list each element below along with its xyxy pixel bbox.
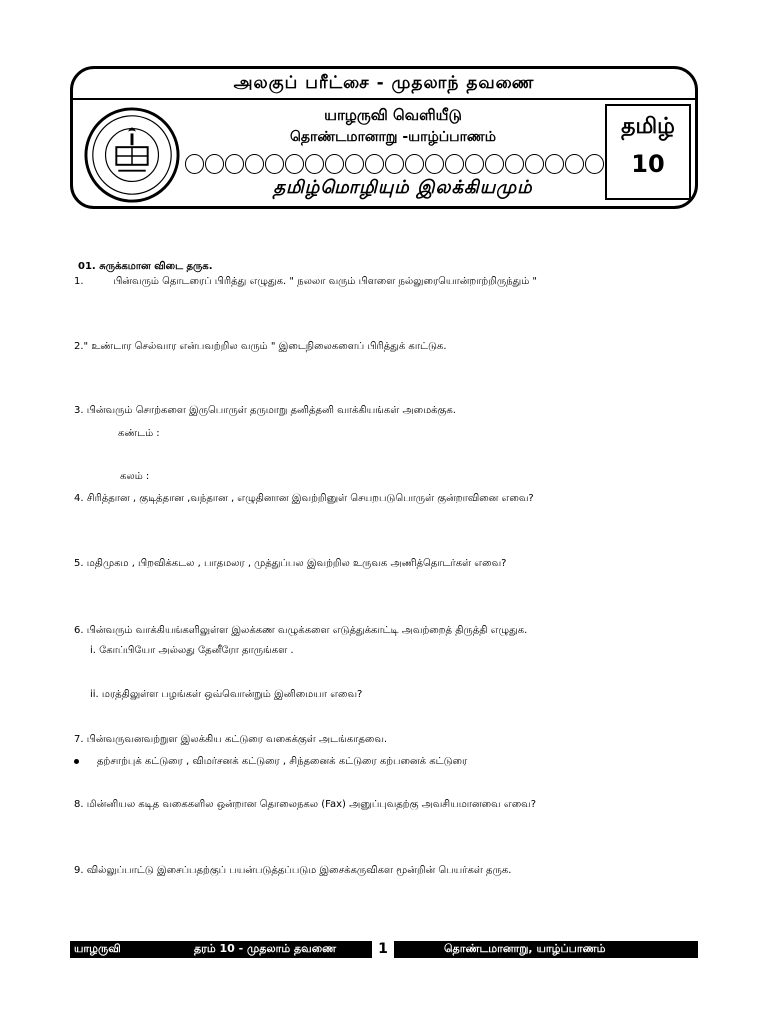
question-number: 4.: [74, 493, 84, 504]
question-7: [74, 733, 387, 747]
question-number: 5.: [74, 558, 84, 569]
question-number: 6.: [74, 625, 84, 636]
q6-item-1: i. கோப்பியோ அல்லது தேனீரோ தாருங்கள .: [90, 645, 294, 656]
publisher-block: [193, 104, 593, 148]
question-text: மின்னியல கடித வகைகளில ஒன்றான தொலைநகல (Fax) அனுப்புவதற்கு அவசியமானவை எவை?: [86, 799, 537, 810]
subject-title: தமிழ்மொழியும் இலக்கியமும்: [273, 177, 533, 198]
decorative-circle: [425, 154, 444, 174]
decorative-circle: [185, 154, 204, 174]
decorative-circle: [225, 154, 244, 174]
grade-label: 10: [631, 150, 665, 178]
question-1: [74, 275, 537, 289]
decorative-circle: [245, 154, 264, 174]
decorative-circle: [465, 154, 484, 174]
decorative-circle: [385, 154, 404, 174]
q7-bullet-item: [74, 756, 467, 768]
decorative-circle: [445, 154, 464, 174]
question-number: 8.: [74, 799, 84, 810]
question-text: பின்வருவனவற்றுள இலக்கிய கட்டுரை வகைக்குள் அடங்காதவை.: [86, 734, 388, 745]
decorative-circle: [505, 154, 524, 174]
exam-title: அலகுப் பரீட்சை - முதலாந் தவணை: [73, 69, 695, 100]
q6-item-2: ii. மரத்திலுள்ள பழங்கள் ஒவ்வொன்றும் இனிமையா எவை?: [90, 689, 363, 700]
subject-label: தமிழ்: [621, 114, 675, 139]
page-footer: [70, 941, 698, 958]
footer-left: யாழருவி: [74, 942, 121, 955]
decorative-circle: [545, 154, 564, 174]
question-number: 3.: [74, 405, 84, 416]
question-text: பின்வரும் வாக்கியங்களிலுள்ள இலக்கண வழுக்களை எடுத்துக்காட்டி அவற்றைத் திருத்தி எழுதுக.: [86, 625, 528, 636]
question-text: மதிமுகம , பிறவிக்கடல , பாதமலர , முத்துப்பல இவற்றில உருவக அணித்தொடர்கள் எவை?: [86, 558, 507, 569]
question-number: 2.: [74, 341, 84, 352]
decorative-circle: [405, 154, 424, 174]
question-text: வில்லுப்பாட்டு இசைப்பதற்குப் பயன்படுத்தப்படும இசைக்கருவிகள மூன்றின் பெயர்கள் தருக.: [86, 865, 512, 876]
publisher-name: யாழருவி வெளியீடு: [324, 106, 462, 124]
footer-right: தொண்டமானாறு, யாழ்ப்பாணம்: [444, 942, 606, 955]
publisher-seal-logo: [83, 106, 181, 204]
question-8: [74, 798, 536, 812]
question-5: [74, 557, 506, 571]
q7-item-text: தற்சாற்புக் கட்டுரை , விமர்சனக் கட்டுரை , சிந்தனைக் கட்டுரை கற்பனைக் கட்டுரை: [97, 756, 468, 767]
decorative-circle: [345, 154, 364, 174]
bullet-icon: [74, 759, 79, 764]
q3-item-1: கண்டம் :: [118, 428, 160, 439]
footer-center: தரம் 10 - முதலாம் தவணை: [194, 942, 337, 955]
decorative-circle: [325, 154, 344, 174]
decorative-circle: [265, 154, 284, 174]
decorative-circle: [305, 154, 324, 174]
question-text: பின்வரும் தொடரைப் பிரித்து எழுதுக. " நலலா வரும் பிளளை நல்லுரையொன்றாற்றிருந்தும் ": [113, 276, 538, 287]
decorative-circle: [565, 154, 584, 174]
question-text: " உண்டார செல்வார என்பவற்றில வரும் " இடைநிலைகளைப் பிரித்துக் காட்டுக.: [83, 341, 447, 352]
question-2: [74, 340, 447, 354]
page-number: 1: [372, 939, 394, 960]
decorative-circle: [485, 154, 504, 174]
question-text: பின்வரும் சொற்களை இருபொருள் தருமாறு தனித்தனி வாக்கியங்கள் அமைக்குக.: [86, 405, 456, 416]
header-box: [70, 66, 698, 209]
question-6: [74, 624, 527, 638]
decorative-circle-row: [185, 154, 605, 176]
decorative-circle: [205, 154, 224, 174]
decorative-circle: [585, 154, 604, 174]
q3-item-2: கலம் :: [120, 471, 150, 482]
question-number: 1.: [74, 276, 84, 287]
section-heading: 01. சுருக்கமான விடை தருக.: [78, 261, 213, 272]
decorative-circle: [525, 154, 544, 174]
question-9: [74, 864, 511, 878]
decorative-circle: [285, 154, 304, 174]
decorative-circle: [365, 154, 384, 174]
subject-grade-box: [605, 104, 691, 200]
question-number: 9.: [74, 865, 84, 876]
question-3: [74, 404, 456, 418]
question-number: 7.: [74, 734, 84, 745]
question-text: சிரித்தான , குடித்தான ,வந்தான , எழுதினான இவற்றினுள் செயறபடுபொருள் குன்றாவினை எவை?: [86, 493, 534, 504]
publisher-location: தொண்டமானாறு -யாழ்ப்பாணம்: [290, 129, 496, 145]
question-4: [74, 492, 534, 506]
